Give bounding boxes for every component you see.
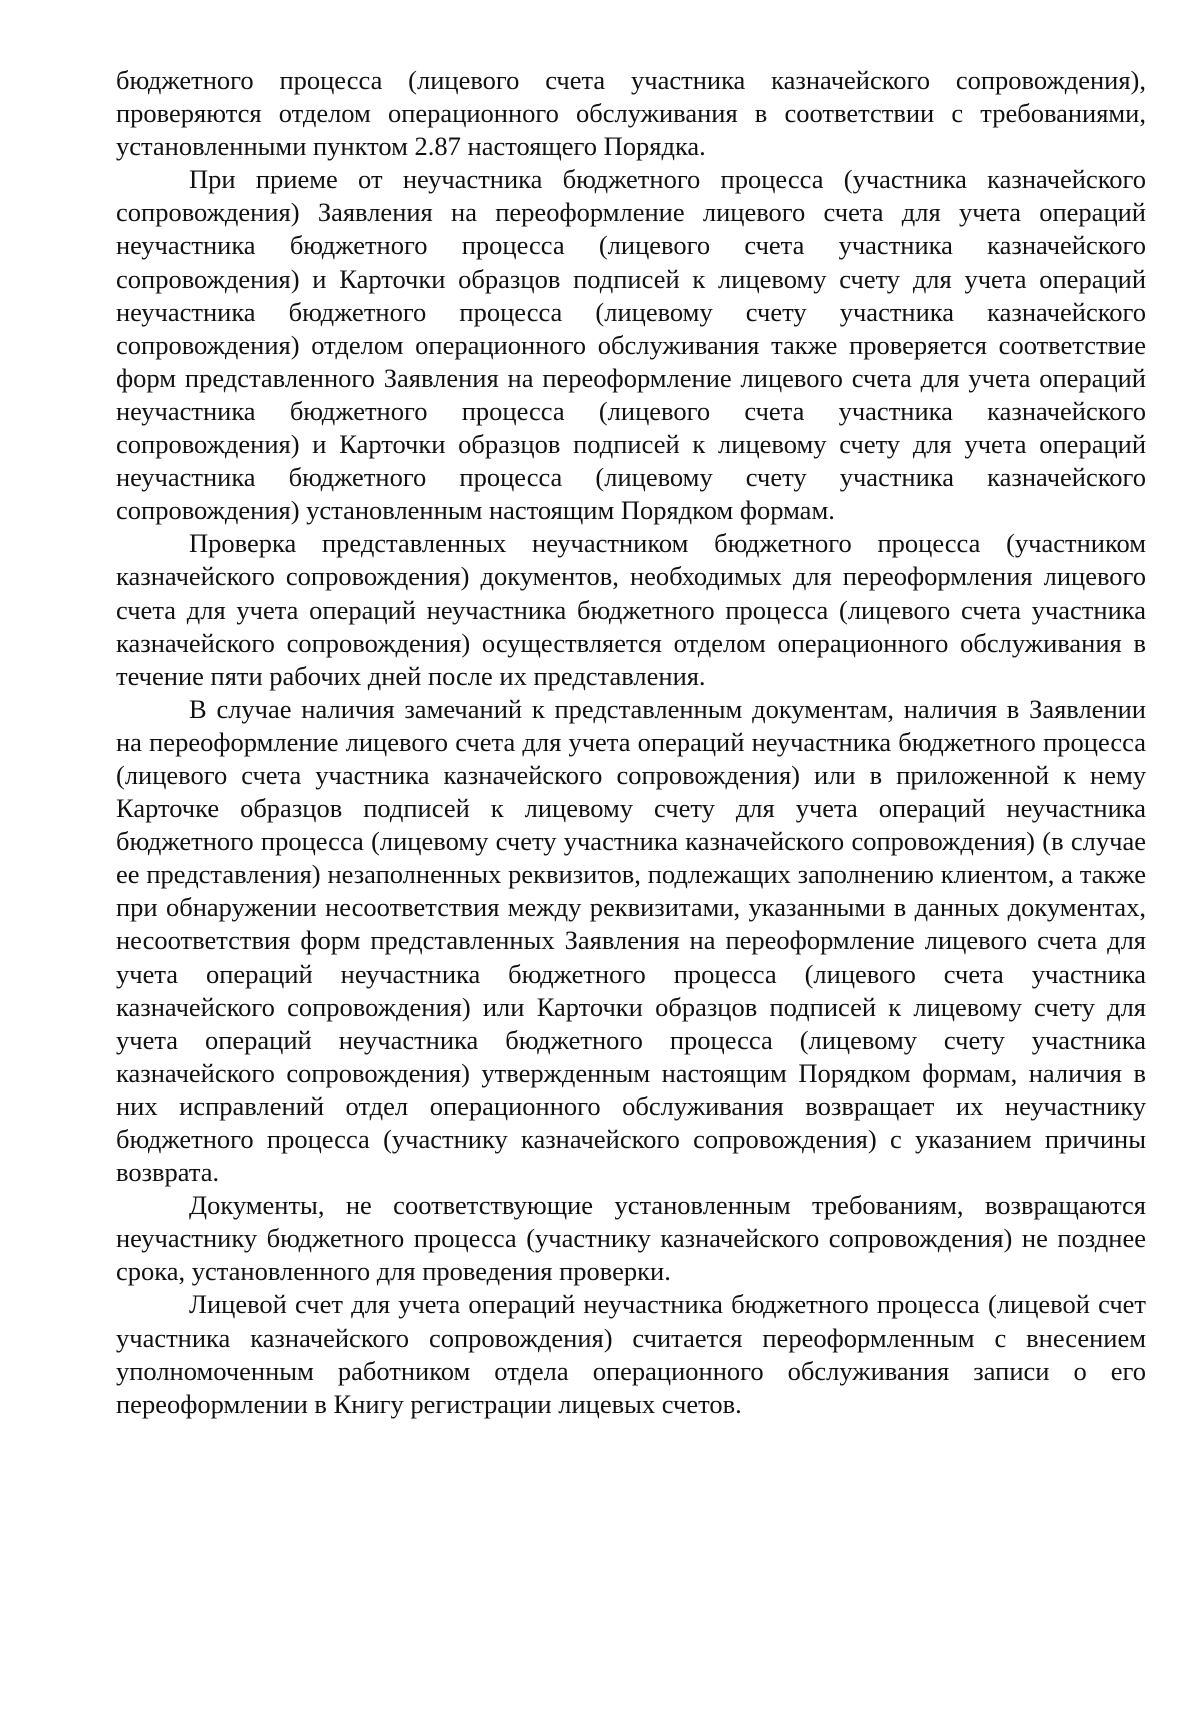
paragraph-continuation: бюджетного процесса (лицевого счета участника казначейского сопровождения), проверяются отделом операционного обслуживания в соответствии с требованиями, установленными пунктом 2.87 настоящего Порядка. [116, 65, 1146, 162]
paragraph-return-deadline: Документы, не соответствующие установленным требованиям, возвращаются неучастнику бюджетного процесса (участнику казначейского сопровождения) не позднее срока, установленного для проведения проверки. [116, 1190, 1146, 1287]
paragraph-verification-period: Проверка представленных неучастником бюджетного процесса (участником казначейского сопровождения) документов, необходимых для переоформления лицевого счета для учета операций неучастника бюджетного процесса (лицевого счета участника казначейского сопровождения) осуществляется отделом операционного обслуживания в течение пяти рабочих дней после их представления. [116, 528, 1146, 691]
paragraph-acceptance-check: При приеме от неучастника бюджетного процесса (участника казначейского сопровождения) Заявления на переоформление лицевого счета для учета операций неучастника бюджетного процесса (лицевого счета участника казначейского сопровождения) и Карточки образцов подписей к лицевому счету для учета операций неучастника бюджетного процесса (лицевому счету участника казначейского сопровождения) отделом операционного обслуживания также проверяется соответствие форм представленного Заявления на переоформление лицевого счета для учета операций неучастника бюджетного процесса (лицевого счета участника казначейского сопровождения) и Карточки образцов подписей к лицевому счету для учета операций неучастника бюджетного процесса (лицевому счету участника казначейского сопровождения) установленным настоящим Порядком формам. [116, 164, 1146, 526]
paragraph-reissue-complete: Лицевой счет для учета операций неучастника бюджетного процесса (лицевой счет участника казначейского сопровождения) считается переоформленным с внесением уполномоченным работником отдела операционного обслуживания записи о его переоформлении в Книгу регистрации лицевых счетов. [116, 1289, 1146, 1419]
document-page [116, 64, 1146, 1421]
paragraph-remarks-return: В случае наличия замечаний к представленным документам, наличия в Заявлении на переоформление лицевого счета для учета операций неучастника бюджетного процесса (лицевого счета участника казначейского сопровождения) или в приложенной к нему Карточке образцов подписей к лицевому счету для учета операций неучастника бюджетного процесса (лицевому счету участника казначейского сопровождения) (в случае ее представления) незаполненных реквизитов, подлежащих заполнению клиентом, а также при обнаружении несоответствия между реквизитами, указанными в данных документах, несоответствия форм представленных Заявления на переоформление лицевого счета для учета операций неучастника бюджетного процесса (лицевого счета участника казначейского сопровождения) или Карточки образцов подписей к лицевому счету для учета операций неучастника бюджетного процесса (лицевому счету участника казначейского сопровождения) утвержденным настоящим Порядком формам, наличия в них исправлений отдел операционного обслуживания возвращает их неучастнику бюджетного процесса (участнику казначейского сопровождения) с указанием причины возврата. [116, 693, 1146, 1188]
